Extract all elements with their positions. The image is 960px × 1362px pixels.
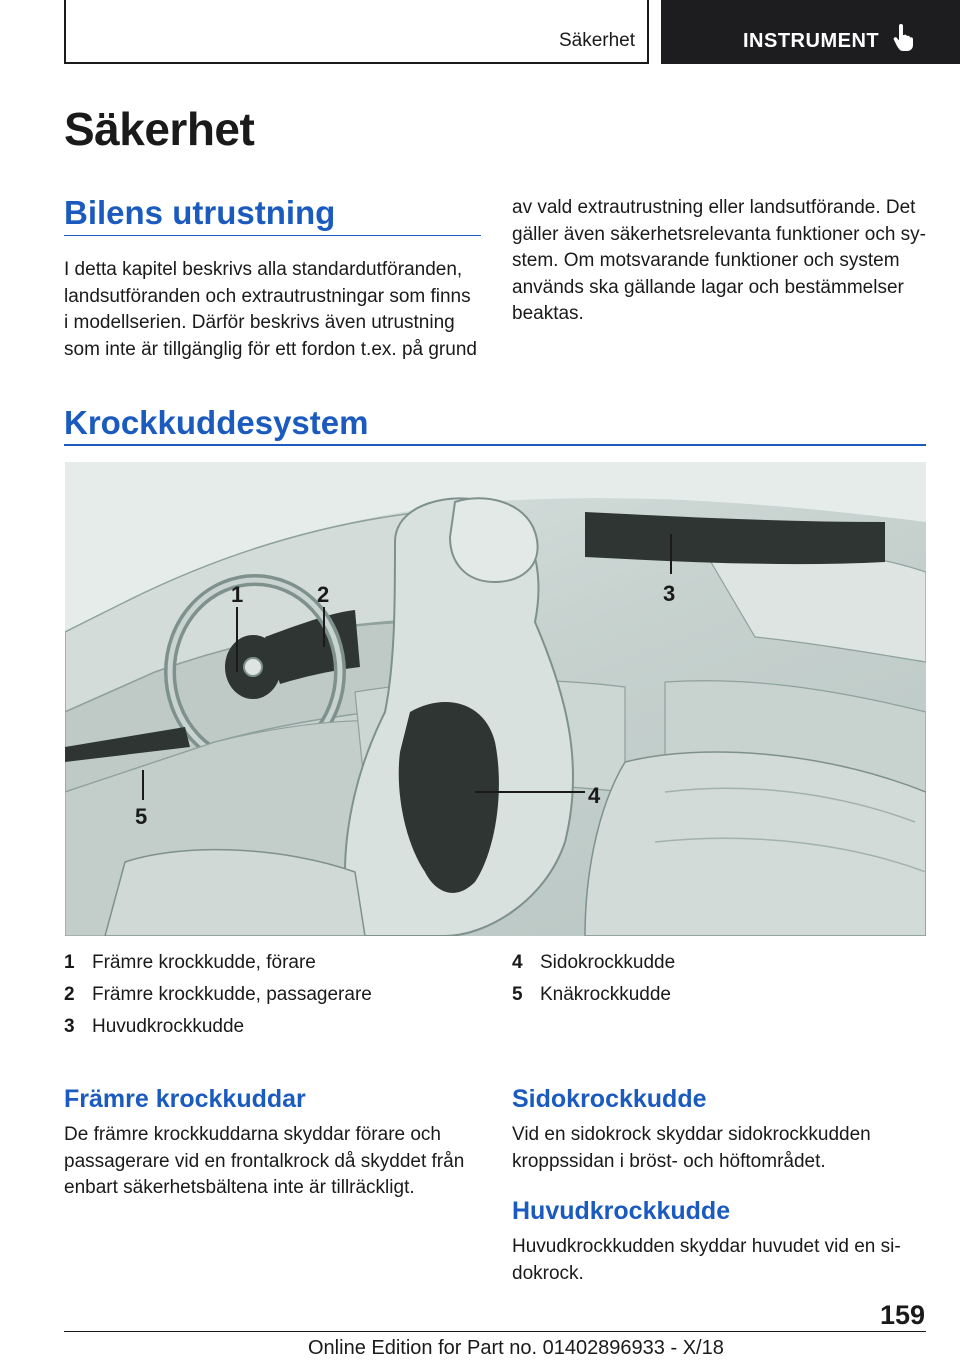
callout-5: 5 [135,804,148,829]
equipment-text-col1: I detta kapitel beskrivs alla standardutföranden, landsutföranden och extrautrustningar som finns i modellserien. Därför beskrivs även utrustning som inte är tillgänglig för ett fordon t.ex. på grund [64,259,477,360]
heading-head-airbag: Huvudkrockkudde [512,1197,731,1225]
page-title: Säkerhet [64,103,255,155]
heading-side-airbag: Sidokrockkudde [512,1085,707,1113]
heading-front-airbags: Främre krockkuddar [64,1085,306,1113]
equipment-text-col2: av vald extrautrustning eller landsutförande. Det gäller även säkerhetsrelevanta funktioner och sy- stem. Om motsvarande funktioner och system används ska gällande lagar och bestämmelser beaktas. [512,197,927,324]
callout-3: 3 [663,581,676,606]
side-airbag-text: Vid en sidokrock skyddar sidokrockkudden kroppssidan i bröst- och höftområdet. [512,1124,871,1172]
section-rule-equipment [64,235,481,236]
front-airbags-text: De främre krockkuddarna skyddar förare och passagerare vid en frontalkrock då skyddet från enbart säkerhetsbältena inte är tillräckligt. [64,1124,465,1198]
header-section-label: Säkerhet [558,30,635,51]
pointing-hand-icon [893,24,913,52]
legend-text: Främre krockkudde, förare [92,952,316,973]
legend-text: Huvudkrockkudde [92,1016,245,1037]
legend-number: 3 [64,1016,75,1037]
header-section-tab [64,0,649,64]
section-heading-equipment: Bilens utrustning [64,194,336,231]
footer-edition: Online Edition for Part no. 01402896933 - X/18 [308,1337,724,1359]
page-number: 159 [879,1300,925,1330]
callout-4: 4 [588,783,601,808]
header-chapter-tab[interactable] [661,0,960,64]
callout-2: 2 [317,582,330,607]
airbag-illustration [65,462,926,936]
head-airbag-text: Huvudkrockkudden skyddar huvudet vid en si- dokrock. [512,1236,901,1284]
section-heading-airbag-system: Krockkuddesystem [64,404,369,441]
legend-text: Främre krockkudde, passagerare [92,984,372,1005]
legend-text: Knäkrockkudde [540,984,671,1005]
callout-1: 1 [231,582,244,607]
legend-text: Sidokrockkudde [540,952,676,973]
legend-number: 5 [512,984,523,1005]
legend-number: 1 [64,952,75,973]
legend-number: 4 [512,952,523,973]
footer-rule [64,1331,926,1332]
car-interior-drawing [65,462,926,936]
header-chapter-label: INSTRUMENT [743,30,880,52]
section-rule-airbag-system [64,444,926,446]
legend-number: 2 [64,984,75,1005]
